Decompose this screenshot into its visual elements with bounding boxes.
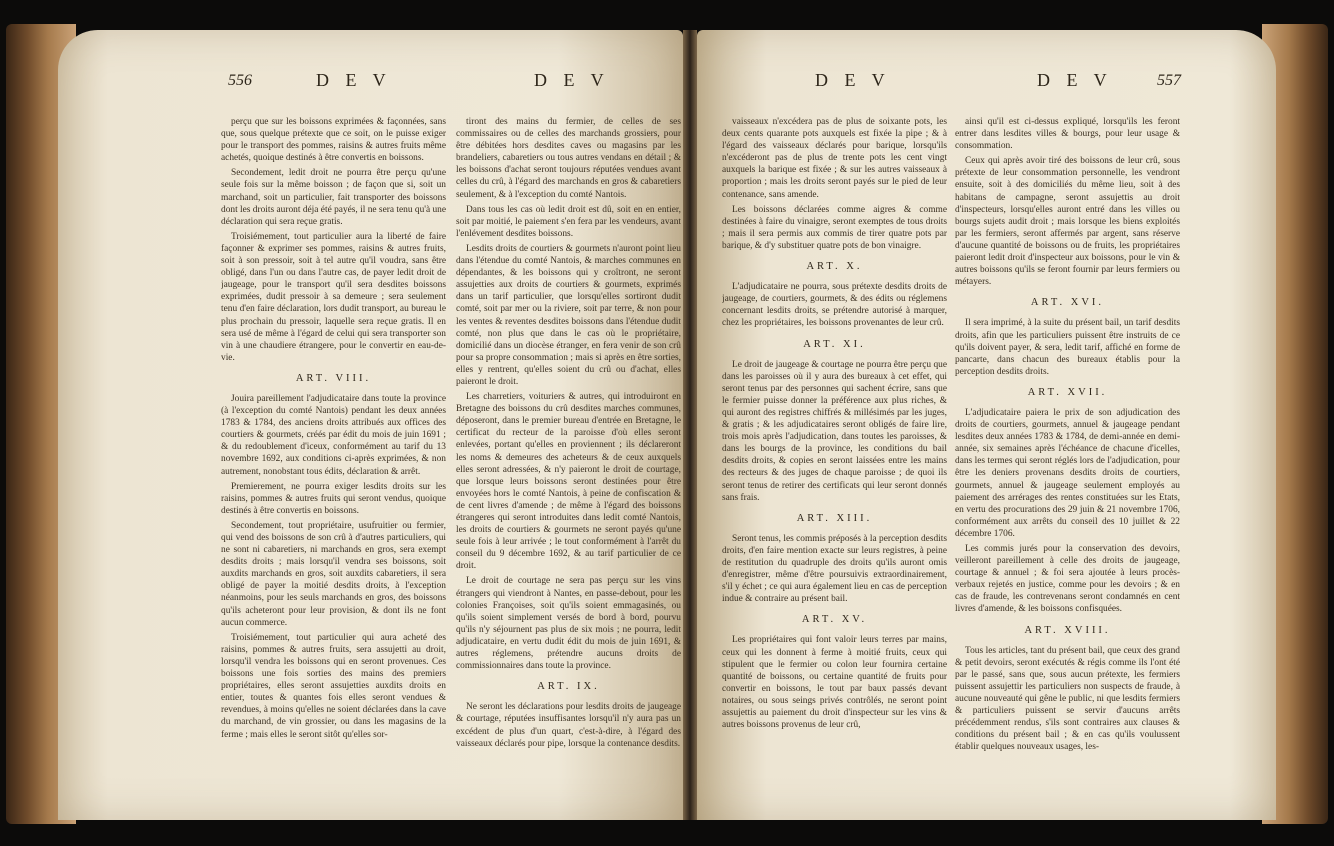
paragraph: L'adjudicataire paiera le prix de son adjudication des droits de courtiers, gourmets, annuel & jaugeage pendant lesdites deux années 1783 & 1784, de demi-année en demi-année, six semaines après l'échéance de chacune d'icelles, dans les termes qui seront réglés lors de l'adjudication, pour être les deniers provenans desdits droits de courtiers, gourmets, annuel & jaugeage seulement employés au paiement des arrérages des rentes constituées sur les Etats, en vertu des procurations des 29 juin & 21 novembre 1706, conformément aux arrêts du conseil des 10 juillet & 22 décembre 1706. <box>955 407 1180 539</box>
article-heading: ART. XI. <box>803 338 866 350</box>
right-page-header-left: D E V <box>815 70 891 90</box>
right-page-number: 557 <box>1157 72 1181 89</box>
paragraph: Lesdits droits de courtiers & gourmets n'auront point lieu dans l'étendue du comté Nantois, & marches communes en dépendantes, & les boissons qui y croîtront, ne seront assujetties aux droits de courtiers & gourmets, exprimés dans un tarif particulier, que lorsqu'elles sortiront dudit comté, soit par mer ou la riviere, soit par terre, & non pour les ventes & reventes desdites boissons dans l'étendue dudit comté, non plus que dans le cas où le propriétaire, domicilié dans un diocèse étranger, en fera venir de son crû pour sa propre consommation ; mais si après en être sorties, elles y rentrent, qu'elles soient du crû ou d'achat, elles paieront le droit. <box>456 243 681 387</box>
paragraph: vaisseaux n'excédera pas de plus de soixante pots, les deux cents quarante pots auxquels est fixée la pipe ; & à l'égard des vaisseaux déclarés pour barique, lorsqu'ils n'excéderont pas de plus de trente pots les cent vingt auxquels la barique est fixée ; & sur les autres vaisseaux à proportion ; mais les droits seront payés sur le pied de leur contenance, sans amende. <box>722 117 947 200</box>
article-heading: ART. XVIII. <box>1024 624 1111 636</box>
left-page-header-right: D E V <box>534 70 610 90</box>
paragraph: tiront des mains du fermier, de celles de ses commissaires ou de celles des marchands grossiers, pour être débitées hors desdites caves ou magasins par les brandeliers, cabaretiers ou tous autres vendans en détail ; & les boissons d'achat seront toujours réputées vendues avant celles du crû, à l'égard des marchands en gros & cabaretiers seulement, & à l'exception du comté Nantois. <box>456 117 681 200</box>
article-heading: ART. X. <box>806 261 863 273</box>
article-heading: ART. XIII. <box>796 512 873 524</box>
paragraph: Jouira pareillement l'adjudicataire dans toute la province (à l'exception du comté Nantois) pendant les deux années 1783 & 1784, des anciens droits attribués aux offices des courtiers & gourmets, créés par édit du mois de juin 1691 ; & du redoublement d'iceux, conformément au tarif du 13 novembre 1692, aux conditions ci-après exprimées, & non autrement, nonobstant tous édits, déclaration & arrêt. <box>221 393 446 477</box>
paragraph: Dans tous les cas où ledit droit est dû, soit en en entier, soit par moitié, le paiement s'en fera par les vendeurs, avant l'enlévement desdites boissons. <box>456 204 681 239</box>
right-page-column-1 <box>722 116 947 756</box>
paragraph: perçu que sur les boissons exprimées & façonnées, sans que, sous quelque prétexte que ce soit, on le puisse exiger pour le transport des pommes, raisins & autres fruits même achetés, quoique destinés à être convertis en boissons. <box>221 117 446 164</box>
paragraph: Troisiémement, tout particulier aura la liberté de faire façonner & exprimer ses pommes, raisins & autres fruits, soit à son pressoir, soit à tel autre qu'il voudra, sans être obligé, dans l'un ou dans l'autre cas, de payer ledit droit de jaugeage, pour le transport qu'il sera desdites boissons exprimées, dudit pressoir à sa demeure ; sera seulement tenu d'en faire déclaration, lors dudit transport, au bureau le plus prochain du pressoir, laquelle sera reçue gratis. Il en sera usé de même à l'égard de celui qui sera transporter son vin à une chaudiere étrangere, pour le convertir en eau-de-vie. <box>221 231 446 363</box>
paragraph: ainsi qu'il est ci-dessus expliqué, lorsqu'ils les feront entrer dans lesdites villes & bourgs, pour leur usage & consommation. <box>955 117 1180 152</box>
left-page-column-2 <box>456 116 681 756</box>
paragraph: Ne seront les déclarations pour lesdits droits de jaugeage & courtage, réputées insuffisantes lorsqu'il n'y aura pas un excédent de plus d'un quart, c'est-à-dire, à l'égard des vaisseaux déclarés pour pipe, lorsque la contenance desdits. <box>456 702 681 749</box>
paragraph: Les charretiers, voituriers & autres, qui introduiront en Bretagne des boissons du crû desdites marches communes, déposeront, dans le premier bureau d'entrée en Bretagne, le certificat du recteur de la paroisse d'où elles seront enlevées, portant qu'elles en proviennent ; ils déclareront les noms & demeures des acheteurs & de ceux auxquels elles seront adressées, & n'y paieront le droit de courtage, que lorsque leurs boissons seront destinées pour être envoyées hors le comté Nantois, à peine de confiscation & de cent livres d'amende ; de même à l'égard des boissons étrangeres qui seront introduites dans ledit comté Nantois, les droits de courtiers & gourmets ne seront payés qu'une seule fois à leur arrivée ; le tout conformément à l'arrêt du conseil du 9 décembre 1692, & au tarif particulier de ce droit. <box>456 392 681 572</box>
left-page <box>58 30 683 820</box>
left-page-header-left: D E V <box>316 70 392 90</box>
paragraph: Secondement, tout propriétaire, usufruitier ou fermier, qui vend des boissons de son crû à d'autres particuliers, qui ne sont ni cabaretiers, ni marchands en gros, sera exempt desdits droits ; mais lorsqu'il vendra ses boissons, soit auxdits marchands en gros, soit auxdits cabaretiers, il sera obligé de payer la moitié desdits droits, à l'exception néanmoins, pour les seuls marchands en gros, des boissons qu'ils acheteront pour leur provision, & dont ils ne font aucun commerce. <box>221 520 446 628</box>
paragraph: Les boissons déclarées comme aigres & comme destinées à faire du vinaigre, seront exemptes de tous droits ; mais il sera permis aux commis de tirer quatre pots par barique, & d'y substituer quatre pots de bon vinaigre. <box>722 204 947 251</box>
paragraph: Le droit de jaugeage & courtage ne pourra être perçu que dans les paroisses où il y aura des bureaux à cet effet, qui seront tenus par des personnes qui sachent écrire, sans que le fermier puisse donner la préférence aux plus riches, & qui auront des registres chiffrés & millésimés par les juges, & gratis ; & les adjudicataires seront obligés de faire lire, trois mois après l'adjudication, dans toutes les paroisses, & dans les bourgs de la province, les conditions du bail desdits droits, & copies en seront laissées entre les mains des recteurs & des juges de chaque paroisse ; de quoi ils seront tenus de retirer des certificats qui leur seront donnés sans frais. <box>722 359 947 503</box>
paragraph: L'adjudicataire ne pourra, sous prétexte desdits droits de jaugeage, de courtiers, gourmets, & des édits ou réglemens concernant lesdits droits, se prétendre autorisé à marquer, chez les propriétaires, les boissons provenantes de leur crû. <box>722 282 947 329</box>
paragraph: Il sera imprimé, à la suite du présent bail, un tarif desdits droits, afin que les particuliers puissent être instruits de ce qu'ils doivent payer, & sera, ledit tarif, affiché en forme de pancarte, dans chacun des bureaux établis pour la perception desdits droits. <box>955 318 1180 377</box>
article-heading: ART. VIII. <box>295 372 372 384</box>
article-heading: ART. IX. <box>537 681 600 693</box>
paragraph: Troisiémement, tout particulier qui aura acheté des raisins, pommes & autres fruits, sera assujetti au droit, lorsqu'il vendra les boissons qui en seront provenues. Ces boissons une fois sorties des mains des premiers propriétaires, elles seront assujetties auxdits droits en entier, toutes & quantes fois elles seront vendues & revendues, à moins qu'elles ne soient déclarées dans la cave du marchand, de vin grossier, ou dans les magasins de la ferme ; mais elles le seront sitôt qu'elles sor- <box>221 632 446 740</box>
paragraph: Secondement, ledit droit ne pourra être perçu qu'une seule fois sur la même boisson ; de façon que si, soit un marchand, soit un particulier, fait transporter des boissons dont les droits auront déja été payés, il ne sera tenu qu'à une déclaration qui sera reçue gratis. <box>221 168 446 227</box>
paragraph: Les commis jurés pour la conservation des devoirs, veilleront pareillement à celle des droits de jaugeage, courtage & annuel ; & foi sera ajoutée à leurs procès-verbaux rejetés en justice, comme pour les devoirs ; & en cas de fraude, les contrevenans seront condamnés en cent livres d'amende, & les boissons confisquées. <box>955 544 1180 615</box>
article-heading: ART. XVII. <box>1027 386 1108 398</box>
right-page-header-right: D E V <box>1037 70 1113 90</box>
paragraph: Tous les articles, tant du présent bail, que ceux des grand & petit devoirs, seront exécutés & régis comme ils l'ont été par le passé, sans que, sous aucun prétexte, les fermiers puissent assujettir les particuliers non suspects de fraude, à aucune nouveauté qui gêne le public, ni que lesdits fermiers & particuliers puissent se servir d'aucuns arrêts précédemment rendus, s'ils sont contraires aux clauses & conditions du présent bail ; & en cas qu'ils voulussent établir quelques nouveaux usages, les- <box>955 645 1180 753</box>
article-heading: ART. XV. <box>801 614 868 626</box>
paragraph: Le droit de courtage ne sera pas perçu sur les vins étrangers qui viendront à Nantes, en passe-debout, pour les colonies Françoises, soit qu'ils soient emmagasinés, ou qu'ils soient simplement versés de bord à bord, pourvu qu'ils n'y séjournent pas plus de six mois ; ne pourra, ledit adjudicataire, en vertu dudit édit du mois de juin 1691, & autres réglemens, prétendre aucuns droits de commissionnaires dans toute la province. <box>456 576 681 672</box>
paragraph: Premierement, ne pourra exiger lesdits droits sur les raisins, pommes & autres fruits qui seront vendus, quoique destinés à être convertis en boissons. <box>221 481 446 516</box>
right-page-column-2 <box>955 116 1180 756</box>
left-page-number: 556 <box>228 72 252 89</box>
article-heading: ART. XVI. <box>1030 297 1105 309</box>
right-page <box>697 30 1276 820</box>
paragraph: Ceux qui après avoir tiré des boissons de leur crû, sous prétexte de leur consommation personnelle, les vendront ensuite, soit à des domiciliés du même lieu, soit à des habitans de campagne, seront assujettis au droit d'inspecteurs, lorsqu'elles auront entré dans les villes ou bourgs sujets audit droit ; mais lorsque les biens exploités par les fermiers, seront affermés par argent, sans réserve d'aucune quantité de boissons ou de fruits, les propriétaires paieront ledit droit d'inspecteur aux boissons, pour le vin & autres boissons qu'ils se feront fournir par leurs fermiers ou métayers. <box>955 156 1180 288</box>
book-gutter <box>683 30 697 820</box>
left-page-column-1 <box>221 116 446 756</box>
paragraph: Les propriétaires qui font valoir leurs terres par mains, ceux qui les donnent à ferme à moitié fruits, ceux qui stipulent que le fermier ou colon leur fournira certaine quantité de boissons, ou certaine quantité de fruits pour convertir en boissons, le tout par baux passés devant notaires, ou sous seings privés contrôlés, ne seront point assujettis au paiement du droit d'inspecteur sur les vins & autres boissons provenus de leur crû, <box>722 635 947 731</box>
paragraph: Seront tenus, les commis préposés à la perception desdits droits, d'en faire mention exacte sur leurs registres, à peine de restitution du quadruple des droits qu'ils auront omis d'enregistrer, même d'être poursuivis extraordinairement, s'il y échet ; ce qui aura également lieu en cas de perception indue & contraire au présent bail. <box>722 533 947 605</box>
